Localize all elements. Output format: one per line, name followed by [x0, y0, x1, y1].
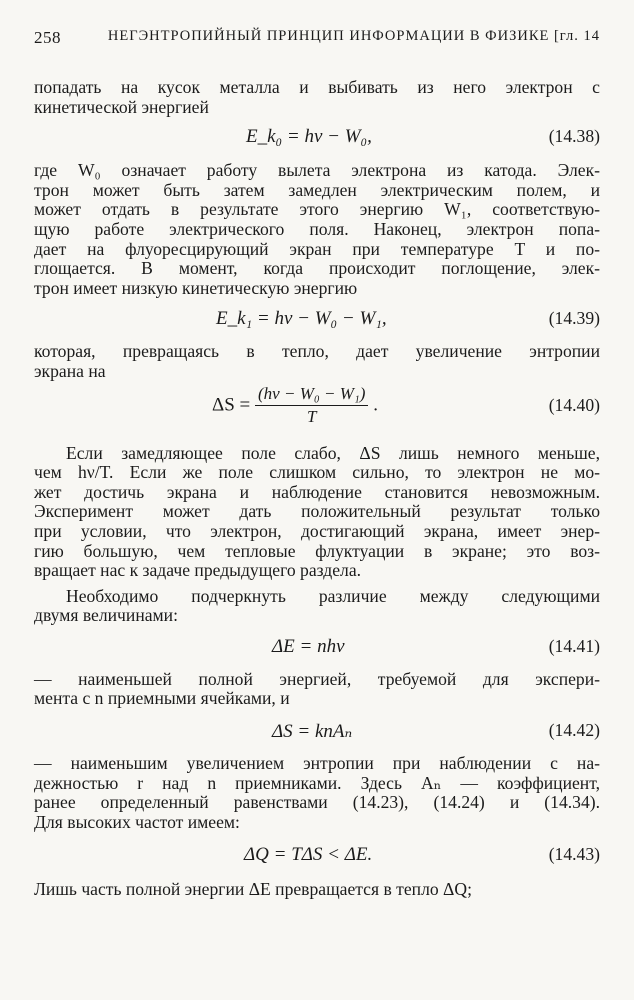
- text-line: двумя величинами:: [34, 605, 178, 626]
- text-line: жет достичь экрана и наблюдение становится невозможным.: [34, 481, 600, 502]
- equation-formula: E_k₁ = hν − W₀ − W₁,: [216, 308, 387, 330]
- text-line: при условии, что электрон, достигающий экрана, имеет энер-: [34, 520, 600, 541]
- fraction: [255, 384, 368, 427]
- equation-14-42: [34, 720, 600, 742]
- equation-14-39: [34, 308, 600, 330]
- text-line: которая, превращаясь в тепло, дает увеличение энтропии: [34, 341, 600, 362]
- text-line: щую работе электрического поля. Наконец, электрон попа-: [34, 218, 600, 239]
- text-line: мента с n приемными ячейками, и: [34, 688, 290, 709]
- paragraph-7: [34, 754, 600, 832]
- text-line: Необходимо подчеркнуть различие между следующими: [66, 585, 600, 606]
- text-line: гию большую, чем тепловые флуктуации в экране; это воз-: [34, 540, 600, 561]
- text-line: Эксперимент может дать положительный результат только: [34, 501, 600, 522]
- page-number: 258: [34, 28, 61, 47]
- text-line: — наименьшим увеличением энтропии при наблюдении с на-: [34, 753, 600, 774]
- text-line: вращает нас к задаче предыдущего раздела.: [34, 560, 362, 581]
- text-line: дает на флуоресцирующий экран при температуре T и по-: [34, 238, 600, 259]
- fraction-denominator: T: [307, 406, 317, 426]
- equation-number: (14.40): [548, 394, 600, 415]
- equation-formula: ΔS = knAₙ: [272, 721, 353, 743]
- equation-number: (14.42): [548, 720, 600, 741]
- equation-lhs: ΔS =: [212, 394, 251, 416]
- paragraph-3: [34, 342, 600, 381]
- book-page: [34, 28, 600, 900]
- equation-number: (14.41): [548, 635, 600, 656]
- equation-formula: ΔQ = TΔS < ΔE.: [244, 844, 373, 866]
- equation-14-41: [34, 636, 600, 658]
- text-line: кинетической энергией: [34, 96, 209, 117]
- text-line: ранее определенный равенствами (14.23), (14.24) и (14.34).: [34, 792, 600, 813]
- paragraph-4: [34, 444, 600, 581]
- paragraph-8: [34, 880, 600, 900]
- paragraph-5: [34, 587, 600, 626]
- text-line: Лишь часть полной энергии ΔE превращается в тепло ΔQ;: [34, 879, 472, 900]
- text-line: трон может быть затем замедлен электрическим полем, и: [34, 179, 600, 200]
- paragraph-2: [34, 161, 600, 298]
- page-header: [34, 28, 600, 50]
- equation-formula: E_k₀ = hν − W₀,: [246, 126, 372, 148]
- running-title: НЕГЭНТРОПИЙНЫЙ ПРИНЦИП ИНФОРМАЦИИ В ФИЗИКЕ [гл. 14: [107, 28, 600, 44]
- equation-number: (14.38): [548, 126, 600, 147]
- text-line: экрана на: [34, 360, 106, 381]
- paragraph-6: [34, 670, 600, 709]
- equation-dot: .: [373, 394, 378, 416]
- text-line: попадать на кусок металла и выбивать из него электрон с: [34, 77, 600, 97]
- text-line: может отдать в результате этого энергию W₁, соответствую-: [34, 199, 600, 220]
- text-line: Для высоких частот имеем:: [34, 811, 240, 832]
- equation-14-38: [34, 126, 600, 148]
- equation-number: (14.39): [548, 308, 600, 329]
- equation-14-40: [34, 384, 600, 428]
- equation-14-43: [34, 844, 600, 866]
- paragraph-1: [34, 78, 600, 117]
- text-line: глощается. В момент, когда происходит поглощение, элек-: [34, 258, 600, 279]
- equation-formula: ΔE = nhν: [272, 635, 345, 657]
- equation-formula: [212, 384, 378, 427]
- text-line: — наименьшей полной энергией, требуемой для экспери-: [34, 668, 600, 689]
- text-line: Если замедляющее поле слабо, ΔS лишь немного меньше,: [66, 442, 600, 463]
- text-line: трон имеет низкую кинетическую энергию: [34, 277, 358, 298]
- text-line: чем hν/T. Если же поле слишком сильно, то электрон не мо-: [34, 462, 600, 483]
- text-line: где W₀ означает работу вылета электрона из катода. Элек-: [34, 160, 600, 181]
- text-line: дежностью r над n приемниками. Здесь Aₙ — коэффициент,: [34, 772, 600, 793]
- fraction-numerator: (hν − W₀ − W₁): [255, 384, 368, 406]
- equation-number: (14.43): [548, 844, 600, 865]
